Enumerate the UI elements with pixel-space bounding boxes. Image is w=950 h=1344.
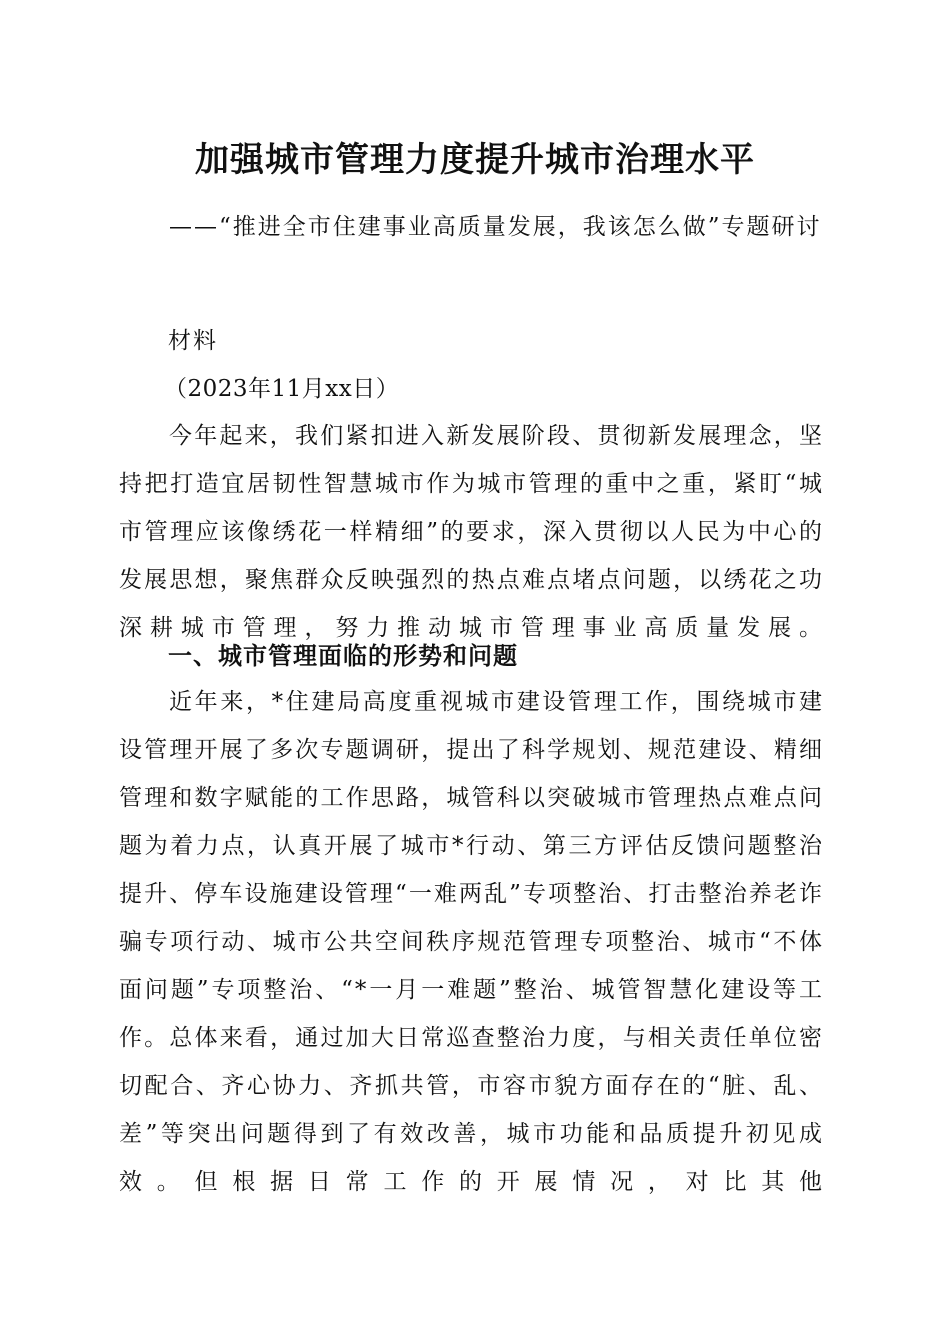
document-date: （2023年11月xx日） (164, 376, 400, 402)
paragraph-section-1: 近年来，*住建局高度重视城市建设管理工作，围绕城市建设管理开展了多次专题调研，提出了科学规划、规范建设、精细管理和数字赋能的工作思路，城管科以突破城市管理热点难点问题为着力点，认真开展了城市*行动、第三方评估反馈问题整治提升、停车设施建设管理“一难两乱”专项整治、打击整治养老诈骗专项行动、城市公共空间秩序规范管理专项整治、城市“不体面问题”专项整治、“*一月一难题”整治、城管智慧化建设等工作。总体来看，通过加大日常巡查整治力度，与相关责任单位密切配合、齐心协力、齐抓共管，市容市貌方面存在的“脏、乱、差”等突出问题得到了有效改善，城市功能和品质提升初见成效。但根据日常工作的开展情况，对比其他 (119, 689, 824, 1195)
material-label: 材料 (168, 328, 218, 354)
section-heading-1: 一、城市管理面临的形势和问题 (168, 642, 518, 670)
paragraph-intro: 今年起来，我们紧扣进入新发展阶段、贯彻新发展理念，坚持把打造宜居韧性智慧城市作为城市管理的重中之重，紧盯“城市管理应该像绣花一样精细”的要求，深入贯彻以人民为中心的发展思想，聚焦群众反映强烈的热点难点堵点问题，以绣花之功深耕城市管理，努力推动城市管理事业高质量发展。 (119, 423, 824, 641)
document-subtitle: ——“推进全市住建事业高质量发展，我该怎么做”专题研讨 (169, 214, 822, 240)
document-title: 加强城市管理力度提升城市治理水平 (195, 140, 755, 180)
